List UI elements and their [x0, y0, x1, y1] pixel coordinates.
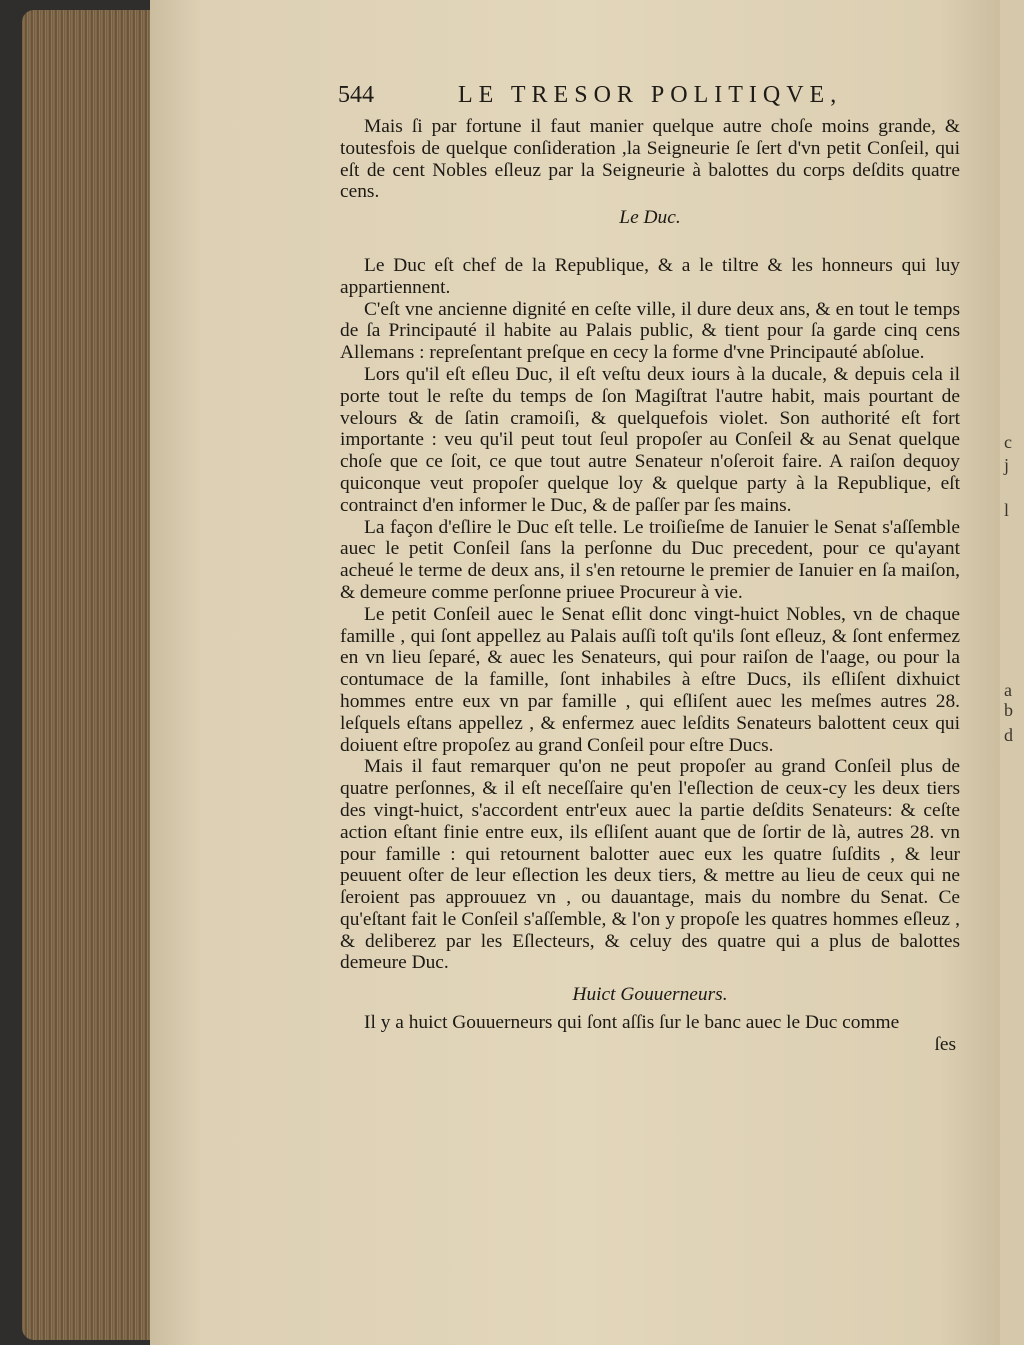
section-heading-duc: Le Duc. [619, 207, 681, 229]
paragraph: Mais ſi par fortune il faut manier quelque autre choſe moins grande, & toutesfois de quelque conſideration ,la Seigneurie ſe ſert d'vn petit Conſeil, qui eſt de cent Nobles eſleuz par la Seigneurie à balottes du corps deſdits quatre cens. [340, 116, 960, 203]
paragraph: Mais il faut remarquer qu'on ne peut propoſer au grand Conſeil plus de quatre perſonnes, & il eſt neceſſaire qu'en l'eſlection de ceux-cy les deux tiers des vingt-huict, s'accordent entr'eux auec la partie deſdits Senateurs: & ceſte action eſtant finie entre eux, ils eſliſent auant que de ſortir de là, autres 28. vn pour famille : qui retournent balotter auec eux les quatre ſuſdits , & leur peuuent oſter de leur eſlection les deux tiers, & mettre au lieu de ceux qui ne ſeroient pas approuuez vn , ou dauantage, mais du nombre du Senat. Ce qu'eſtant fait le Conſeil s'aſſemble, & l'on y propoſe les quatres hommes eſleuz , & deliberez par les Eſlecteurs, & celuy des quatre qui a plus de balottes demeure Duc. [340, 756, 960, 974]
adjacent-fragment: c [1004, 432, 1012, 452]
book-fore-edge [22, 10, 162, 1340]
catchword: ſes [934, 1033, 956, 1055]
paragraph: C'eſt vne ancienne dignité en ceſte ville, il dure deux ans, & en tout le temps de ſa Principauté il habite au Palais public, & tient pour ſa garde cinq cens Allemans : repreſentant preſque en cecy la forme d'vne Principauté abſolue. [340, 298, 960, 364]
page-number: 544 [338, 82, 374, 108]
adjacent-page-edge [1000, 0, 1024, 1345]
adjacent-fragment: j [1004, 455, 1010, 475]
paragraph: Il y a huict Gouuerneurs qui ſont aſſis ſur le banc auec le Duc comme [364, 1012, 900, 1034]
adjacent-fragment: d [1004, 725, 1013, 745]
adjacent-fragment: b [1004, 700, 1013, 720]
running-title: LE TRESOR POLITIQVE, [458, 82, 843, 108]
paragraph: Le petit Conſeil auec le Senat eſlit donc vingt-huict Nobles, vn de chaque famille , qui ſont appellez au Palais auſſi toſt qu'ils ſont eſleuz, & ſont enfermez en vn lieu ſeparé, & auec les Senateurs, qui pour raiſon de l'aage, ou pour la contumace de la famille, ſont inhabiles à eſtre Ducs, ils eſliſent dixhuict hommes entre eux vn par famille , qui eſliſent auec les meſmes autres 28. leſquels eſtans appellez , & enfermez auec leſdits Senateurs balottent ceux qui doiuent eſtre propoſez au grand Conſeil pour eſtre Ducs. [340, 603, 960, 756]
paragraph: La façon d'eſlire le Duc eſt telle. Le troiſieſme de Ianuier le Senat s'aſſemble auec le petit Conſeil ſans la perſonne du Duc precedent, pour ce qu'ayant acheué le terme de deux ans, il s'en retourne le premier de Ianuier en ſa maiſon, & demeure comme perſonne priuee Procureur à vie. [340, 516, 960, 603]
adjacent-fragment: l [1004, 500, 1010, 520]
page-body [340, 116, 960, 1056]
section-heading-gouuerneurs: Huict Gouuerneurs. [572, 984, 728, 1006]
paragraph: Le Duc eſt chef de la Republique, & a le tiltre & les honneurs qui luy appartiennent. [340, 254, 960, 298]
paragraph: Lors qu'il eſt eſleu Duc, il eſt veſtu deux iours à la ducale, & depuis cela il porte tout le reſte du temps de ſon Magiſtrat l'autre habit, mais pourtant de velours & de ſatin cramoiſi, & quelquefois violet. Son authorité eſt fort importante : veu qu'il peut tout ſeul propoſer au Conſeil & au Senat quelque choſe que ce ſoit, ce que tout autre Senateur n'oſeroit faire. A raiſon dequoy quiconque veut propoſer quelque loy & quelque party à la Republique, eſt contrainct d'en informer le Duc, & de paſſer par ſes mains. [340, 363, 960, 516]
adjacent-fragment: a [1004, 680, 1012, 700]
